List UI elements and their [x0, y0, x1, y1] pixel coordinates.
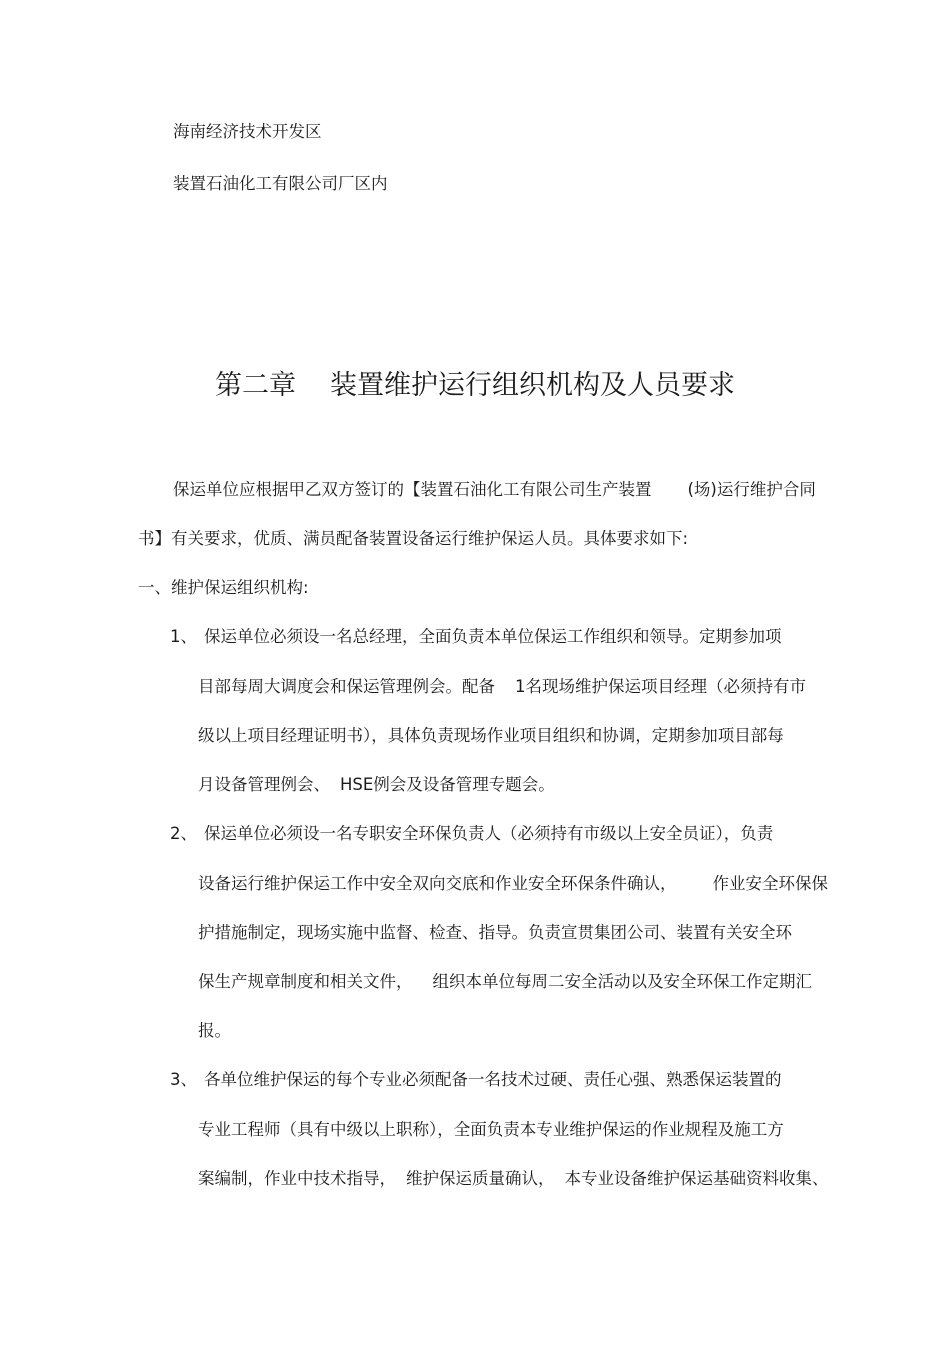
list-item-text: 设备运行维护保运工作中安全双向交底和作业安全环保条件确认，: [198, 874, 677, 893]
list-item-1-line-2: [198, 677, 806, 697]
list-item-1-line-1: [170, 627, 782, 647]
intro-line-2: 书】有关要求，优质、满员配备装置设备运行维护保运人员。具体要求如下:: [138, 529, 689, 548]
list-item-text: 目部每周大调度会和保运管理例会。配备: [198, 677, 495, 696]
list-item-3-line-1: [170, 1070, 782, 1090]
address-line-2: 装置石油化工有限公司厂区内: [173, 174, 388, 193]
list-item-text: 保生产规章制度和相关文件，: [198, 972, 413, 991]
list-item-3-line-3: [198, 1169, 829, 1189]
list-item-text: 1名现场维护保运项目经理（必须持有市: [515, 677, 806, 696]
list-item-number: 3、: [170, 1070, 197, 1089]
list-item-1-line-3: 级以上项目经理证明书），具体负责现场作业项目组织和协调，定期参加项目部每: [198, 726, 784, 745]
list-item-3-line-2: 专业工程师（具有中级以上职称），全面负责本专业维护保运的作业规程及施工方: [198, 1120, 784, 1139]
list-item-1-line-4: [198, 775, 555, 795]
list-item-text: HSE例会及设备管理专题会。: [340, 775, 555, 794]
list-item-number: 1、: [170, 627, 197, 646]
intro-line-1: [173, 480, 816, 500]
list-item-text: 各单位维护保运的每个专业必须配备一名技术过硬、责任心强、熟悉保运装置的: [204, 1070, 782, 1089]
list-item-text: 本专业设备维护保运基础资料收集、: [564, 1169, 829, 1188]
list-item-2-line-5: 报。: [198, 1021, 231, 1040]
list-item-text: 案编制，作业中技术指导，: [198, 1169, 396, 1188]
list-item-2-line-3: 护措施制定，现场实施中监督、检查、指导。负责宣贯集团公司、装置有关安全环: [198, 923, 792, 942]
list-item-text: 维护保运质量确认，: [406, 1169, 555, 1188]
list-item-number: 2、: [170, 824, 197, 843]
list-item-text: 月设备管理例会、: [198, 775, 330, 794]
list-item-text: 组织本单位每周二安全活动以及安全环保工作定期汇: [432, 972, 812, 991]
list-item-2-line-2: [198, 874, 828, 894]
list-item-2-line-1: [170, 824, 773, 844]
chapter-number: 第二章: [215, 370, 296, 401]
address-line-1: 海南经济技术开发区: [173, 122, 322, 141]
chapter-title: [0, 368, 950, 404]
intro-text: 保运单位应根据甲乙双方签订的【装置石油化工有限公司生产装置: [173, 480, 652, 499]
list-item-text: 保运单位必须设一名专职安全环保负责人（必须持有市级以上安全员证），负责: [204, 824, 774, 843]
chapter-heading: 装置维护运行组织机构及人员要求: [330, 370, 735, 401]
intro-text: (场)运行维护合同: [687, 480, 816, 499]
section-heading: 一、维护保运组织机构:: [138, 578, 309, 597]
list-item-text: 作业安全环保保: [712, 874, 828, 893]
list-item-text: 保运单位必须设一名总经理，全面负责本单位保运工作组织和领导。定期参加项: [204, 627, 782, 646]
list-item-2-line-4: [198, 972, 812, 992]
